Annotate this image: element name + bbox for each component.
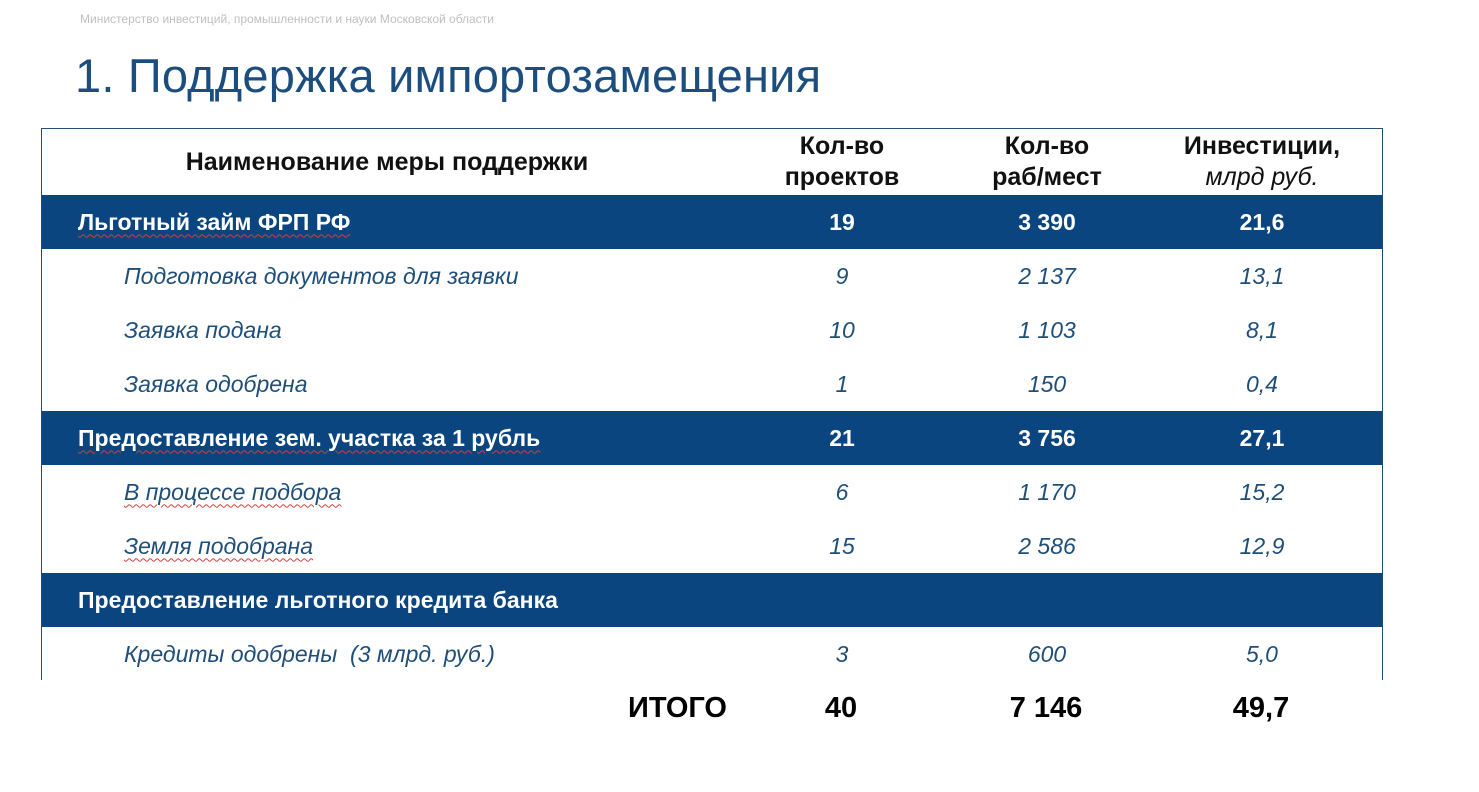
item-name: Заявка подана — [124, 316, 282, 343]
table-header-row — [42, 129, 1382, 195]
group-name: Предоставление зем. участка за 1 рубль — [78, 424, 541, 451]
group-projects: 21 — [829, 424, 855, 451]
table-row — [42, 249, 1382, 303]
group-name: Предоставление льготного кредита банка — [78, 586, 558, 613]
item-investments: 0,4 — [1246, 370, 1278, 397]
group-projects — [742, 573, 942, 627]
total-investments: 49,7 — [1232, 691, 1290, 724]
column-header-projects-line1: Кол-во — [799, 132, 885, 160]
item-investments: 15,2 — [1239, 478, 1285, 505]
group-jobs — [947, 573, 1147, 627]
item-jobs: 2 586 — [1018, 532, 1076, 559]
table-row — [42, 465, 1382, 519]
item-projects: 3 — [835, 640, 849, 667]
group-row-land-plot — [42, 411, 1382, 465]
item-jobs: 1 170 — [1018, 478, 1076, 505]
column-header-jobs-line1: Кол-во — [1004, 132, 1090, 160]
page-title: 1. Поддержка импортозамещения — [75, 49, 822, 102]
total-label: ИТОГО — [627, 691, 727, 724]
item-projects: 1 — [835, 370, 849, 397]
group-row-frp-loan — [42, 195, 1382, 249]
item-name: Земля подобрана — [124, 532, 313, 559]
ministry-caption: Министерство инвестиций, промышленности и науки Московской области — [80, 12, 494, 26]
group-projects: 19 — [829, 208, 855, 235]
item-investments: 13,1 — [1239, 262, 1285, 289]
item-jobs: 1 103 — [1018, 316, 1076, 343]
item-name: Заявка одобрена — [124, 370, 308, 397]
item-projects: 15 — [829, 532, 855, 559]
item-investments: 5,0 — [1246, 640, 1278, 667]
table-row — [42, 519, 1382, 573]
item-investments: 12,9 — [1239, 532, 1285, 559]
column-header-jobs — [947, 129, 1147, 195]
item-projects: 10 — [829, 316, 855, 343]
column-header-name: Наименование меры поддержки — [185, 147, 589, 176]
total-jobs: 7 146 — [1009, 691, 1083, 724]
column-header-investments-line1: Инвестиции, — [1183, 132, 1341, 160]
group-investments: 21,6 — [1239, 208, 1285, 235]
item-jobs: 600 — [1027, 640, 1067, 667]
group-investments — [1162, 573, 1362, 627]
table-row — [42, 303, 1382, 357]
item-name: Кредиты одобрены (3 млрд. руб.) — [124, 640, 495, 667]
item-jobs: 2 137 — [1018, 262, 1076, 289]
group-investments: 27,1 — [1239, 424, 1285, 451]
table-row — [42, 357, 1382, 411]
table-row — [42, 627, 1382, 681]
group-row-bank-credit — [42, 573, 1382, 627]
column-header-jobs-line2: раб/мест — [992, 163, 1102, 191]
group-name: Льготный займ ФРП РФ — [78, 208, 351, 235]
item-projects: 9 — [835, 262, 849, 289]
support-measures-table — [41, 128, 1383, 680]
column-header-projects — [742, 129, 942, 195]
total-row — [41, 684, 1383, 732]
group-jobs: 3 390 — [1018, 208, 1076, 235]
column-header-projects-line2: проектов — [784, 163, 900, 191]
column-header-investments — [1162, 129, 1362, 195]
item-jobs: 150 — [1027, 370, 1067, 397]
item-investments: 8,1 — [1246, 316, 1278, 343]
total-projects: 40 — [824, 691, 858, 724]
column-header-investments-line2: млрд руб. — [1205, 163, 1319, 191]
item-projects: 6 — [835, 478, 849, 505]
group-jobs: 3 756 — [1018, 424, 1076, 451]
item-name: Подготовка документов для заявки — [124, 262, 519, 289]
item-name: В процессе подбора — [124, 478, 342, 505]
